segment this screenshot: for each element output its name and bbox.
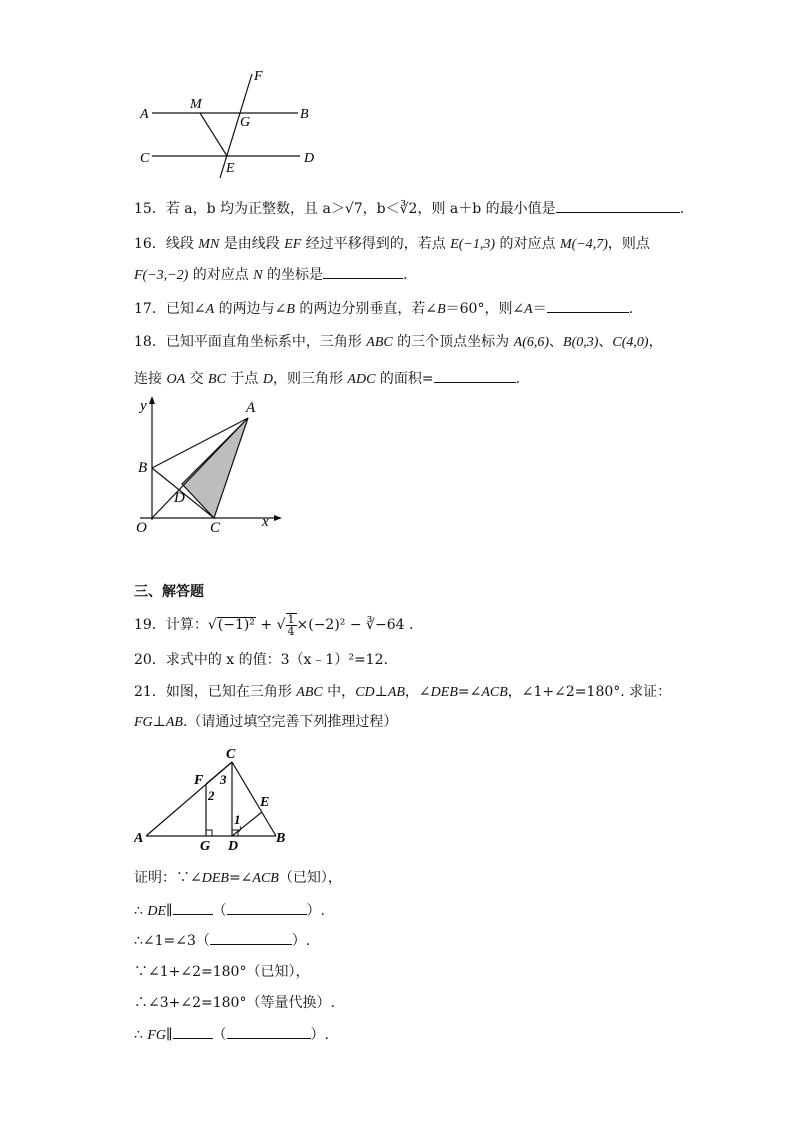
proof-l2-parallel: ∥ <box>166 903 173 919</box>
proof-l1-acb: ACB <box>252 871 279 886</box>
q17-angle-a2: A <box>524 302 533 317</box>
right-angle-g <box>206 830 212 836</box>
q19-frac-num: 1 <box>287 613 295 626</box>
proof-l2-a: ∴ <box>134 903 148 919</box>
q17-angle-a: A <box>205 302 215 317</box>
q19-fraction <box>286 613 297 637</box>
q18-point-a: A(6,6) <box>513 335 550 350</box>
q21-perp: ⊥ <box>374 684 388 700</box>
proof-l1-a: 证明：∵∠ <box>134 870 202 886</box>
q16-text-e: ，则点 <box>607 236 650 252</box>
q19-frac-den: 4 <box>287 625 295 638</box>
proof-l2-close: ）. <box>306 903 325 919</box>
q16-ef: EF <box>284 237 302 252</box>
proof-l6-blank-2[interactable] <box>227 1024 311 1039</box>
q17-text-d: ＝60°，则∠ <box>445 301 525 317</box>
q16-n: N <box>253 268 263 283</box>
q21-text-a: 如图，已知在三角形 <box>165 684 297 700</box>
shaded-triangle-adc <box>182 418 248 518</box>
q21-fg: FG <box>134 715 153 730</box>
label-x: x <box>262 514 269 530</box>
label-g: G <box>240 115 251 130</box>
proof-l6-open: （ <box>212 1027 227 1043</box>
y-axis-arrow <box>149 396 155 404</box>
q18-bc: BC <box>208 372 226 387</box>
q19-tail: . <box>404 617 414 633</box>
proof-l1-e: （已知）， <box>278 870 342 886</box>
q16-mn: MN <box>198 237 220 252</box>
label-1: 1 <box>234 812 241 827</box>
segment-fc <box>206 762 232 784</box>
q15-mid: ，b＜ <box>362 201 400 217</box>
question-18-line1 <box>134 332 663 353</box>
q21-text-d: ，∠ <box>404 684 431 700</box>
q16-answer-blank[interactable] <box>323 264 403 279</box>
label-d: D <box>174 490 185 506</box>
question-16-line1 <box>134 234 650 255</box>
q16-text-d: 的对应点 <box>495 236 560 252</box>
proof-l6-a: ∴ <box>134 1027 148 1043</box>
q18-number: 18． <box>134 334 166 350</box>
q18-d: D <box>262 372 273 387</box>
q18-abc: ABC <box>366 335 393 350</box>
label-c: C <box>226 747 236 762</box>
label-c: C <box>210 520 221 536</box>
q19-number: 19． <box>134 617 166 633</box>
q17-number: 17． <box>134 301 166 317</box>
label-e: E <box>226 161 235 176</box>
q15-sqrt7: √7 <box>344 201 363 217</box>
proof-l3-close: ）. <box>291 933 311 949</box>
proof-l6-fg: FG <box>147 1028 167 1043</box>
label-b: B <box>138 460 148 476</box>
q21-perp-2: ⊥ <box>152 714 166 730</box>
section-3-heading: 三、解答题 <box>134 584 204 600</box>
q21-ab-2: AB <box>165 715 183 730</box>
line-me <box>200 113 227 156</box>
q18-text-d: 连接 <box>134 371 167 387</box>
proof-l2-de: DE <box>147 904 167 919</box>
label-d: D <box>304 151 315 166</box>
q15-cbrt2: ∛2 <box>399 201 418 217</box>
q17-text-e: ＝ <box>532 301 547 317</box>
label-e: E <box>260 795 270 810</box>
label-o: O <box>136 520 147 536</box>
label-3: 3 <box>220 772 227 787</box>
question-15 <box>134 198 684 219</box>
proof-l6-blank-1[interactable] <box>173 1024 213 1039</box>
figure-coordinate-triangle <box>130 392 290 542</box>
x-axis-arrow <box>274 515 282 521</box>
q17-answer-blank[interactable] <box>547 298 629 313</box>
q15-text: 若 a，b 均为正整数，且 a＞ <box>165 201 345 217</box>
question-16-line2 <box>134 264 407 286</box>
label-f: F <box>194 773 204 788</box>
q18-adc: ADC <box>347 372 376 387</box>
q18-text-g: ，则三角形 <box>272 371 348 387</box>
q16-text-a: 线段 <box>165 236 199 252</box>
q21-text-b: 中， <box>322 684 356 700</box>
q16-point-f: F(−3,−2) <box>134 268 189 283</box>
q18-answer-blank[interactable] <box>434 368 516 383</box>
q16-text-c: 经过平移得到的，若点 <box>301 236 451 252</box>
q21-abc: ABC <box>296 685 323 700</box>
figure-parallel-lines <box>130 66 330 182</box>
q17-text-c: 的两边分别垂直，若∠ <box>294 301 438 317</box>
q17-tail: . <box>628 301 634 317</box>
q19-sqrt-symbol-2: √ <box>276 617 286 633</box>
q18-text-c: ， <box>648 334 663 350</box>
proof-l1-deb: DEB <box>201 871 229 886</box>
question-18-line2 <box>134 368 520 390</box>
proof-l2-blank-2[interactable] <box>227 900 307 915</box>
q18-tail: . <box>515 371 521 387</box>
q17-angle-b: B <box>286 302 295 317</box>
q16-point-e: E(−1,3) <box>450 237 496 252</box>
q18-text-e: 交 <box>185 371 209 387</box>
proof-l3-blank[interactable] <box>210 930 292 945</box>
proof-l3-a: ∴∠1=∠3（ <box>134 933 210 949</box>
q21-deb: DEB <box>430 685 458 700</box>
q15-end: ，则 a＋b 的最小值是 <box>417 201 556 217</box>
q21-text-f: ，∠1+∠2=180°. 求证： <box>507 684 672 700</box>
q19-radicand: (−1)² <box>217 617 255 633</box>
label-c: C <box>140 151 150 166</box>
label-b: B <box>276 831 286 846</box>
q15-answer-blank[interactable] <box>556 198 680 213</box>
q18-text-f: 于点 <box>225 371 263 387</box>
label-a: A <box>140 107 149 122</box>
proof-l6-parallel: ∥ <box>166 1027 173 1043</box>
label-a: A <box>134 831 144 846</box>
proof-line-4: ∵∠1+∠2=180°（已知）， <box>134 964 310 980</box>
q21-ab: AB <box>387 685 405 700</box>
figure-triangle-proof <box>134 744 294 854</box>
q15-number: 15． <box>134 201 166 217</box>
q18-oa: OA <box>166 372 186 387</box>
label-m: M <box>190 97 202 112</box>
q18-sep1: 、 <box>549 334 564 350</box>
label-2: 2 <box>208 788 215 803</box>
q21-text-h: .（请通过填空完善下列推理过程） <box>182 714 398 730</box>
proof-line-1 <box>134 868 342 889</box>
q16-point-m: M(−4,7) <box>559 237 608 252</box>
q19-plus: + <box>255 617 277 633</box>
q16-text-g: 的坐标是 <box>262 267 323 283</box>
q18-point-b: B(0,3) <box>563 335 599 350</box>
proof-l2-open: （ <box>212 903 227 919</box>
label-b: B <box>300 107 309 122</box>
q17-angle-b2: B <box>437 302 446 317</box>
q18-text-b: 的三个顶点坐标为 <box>392 334 514 350</box>
q18-text-h: 的面积= <box>375 371 434 387</box>
q20-number: 20． <box>134 652 166 668</box>
question-19 <box>134 612 413 638</box>
q16-text-f: 的对应点 <box>188 267 254 283</box>
q16-tail: . <box>402 267 408 283</box>
q19-times: ×(−2)² − <box>296 617 367 633</box>
label-a: A <box>246 400 256 416</box>
label-g: G <box>200 839 211 854</box>
q19-sqrt-symbol: √ <box>207 617 217 633</box>
proof-l6-close: ）. <box>310 1027 329 1043</box>
proof-l2-blank-1[interactable] <box>173 900 213 915</box>
q18-sep2: 、 <box>598 334 613 350</box>
q20-text: 求式中的 x 的值：3（x﹣1）²=12. <box>165 652 388 668</box>
proof-line-5: ∴∠3+∠2=180°（等量代换）. <box>134 995 335 1011</box>
q19-cbrt: ∛−64 <box>366 617 405 633</box>
question-20 <box>134 650 388 670</box>
q18-text-a: 已知平面直角坐标系中，三角形 <box>165 334 367 350</box>
question-21-line2 <box>134 712 397 733</box>
proof-l1-c: =∠ <box>228 870 253 886</box>
q21-acb: ACB <box>481 685 508 700</box>
proof-line-6 <box>134 1024 329 1046</box>
q16-number: 16． <box>134 236 166 252</box>
question-17 <box>134 298 633 320</box>
q17-text-b: 的两边与∠ <box>214 301 287 317</box>
q15-tail: . <box>679 201 685 217</box>
label-d: D <box>228 839 239 854</box>
proof-line-3 <box>134 930 310 951</box>
label-y: y <box>140 398 147 414</box>
q18-point-c: C(4,0) <box>612 335 649 350</box>
q17-text-a: 已知∠ <box>165 301 206 317</box>
q19-text: 计算： <box>165 617 208 633</box>
q21-cd: CD <box>355 685 375 700</box>
question-21-line1 <box>134 682 671 703</box>
label-f: F <box>254 69 263 84</box>
q21-text-e: =∠ <box>457 684 482 700</box>
proof-line-2 <box>134 900 325 922</box>
q21-number: 21． <box>134 684 166 700</box>
q16-text-b: 是由线段 <box>219 236 285 252</box>
